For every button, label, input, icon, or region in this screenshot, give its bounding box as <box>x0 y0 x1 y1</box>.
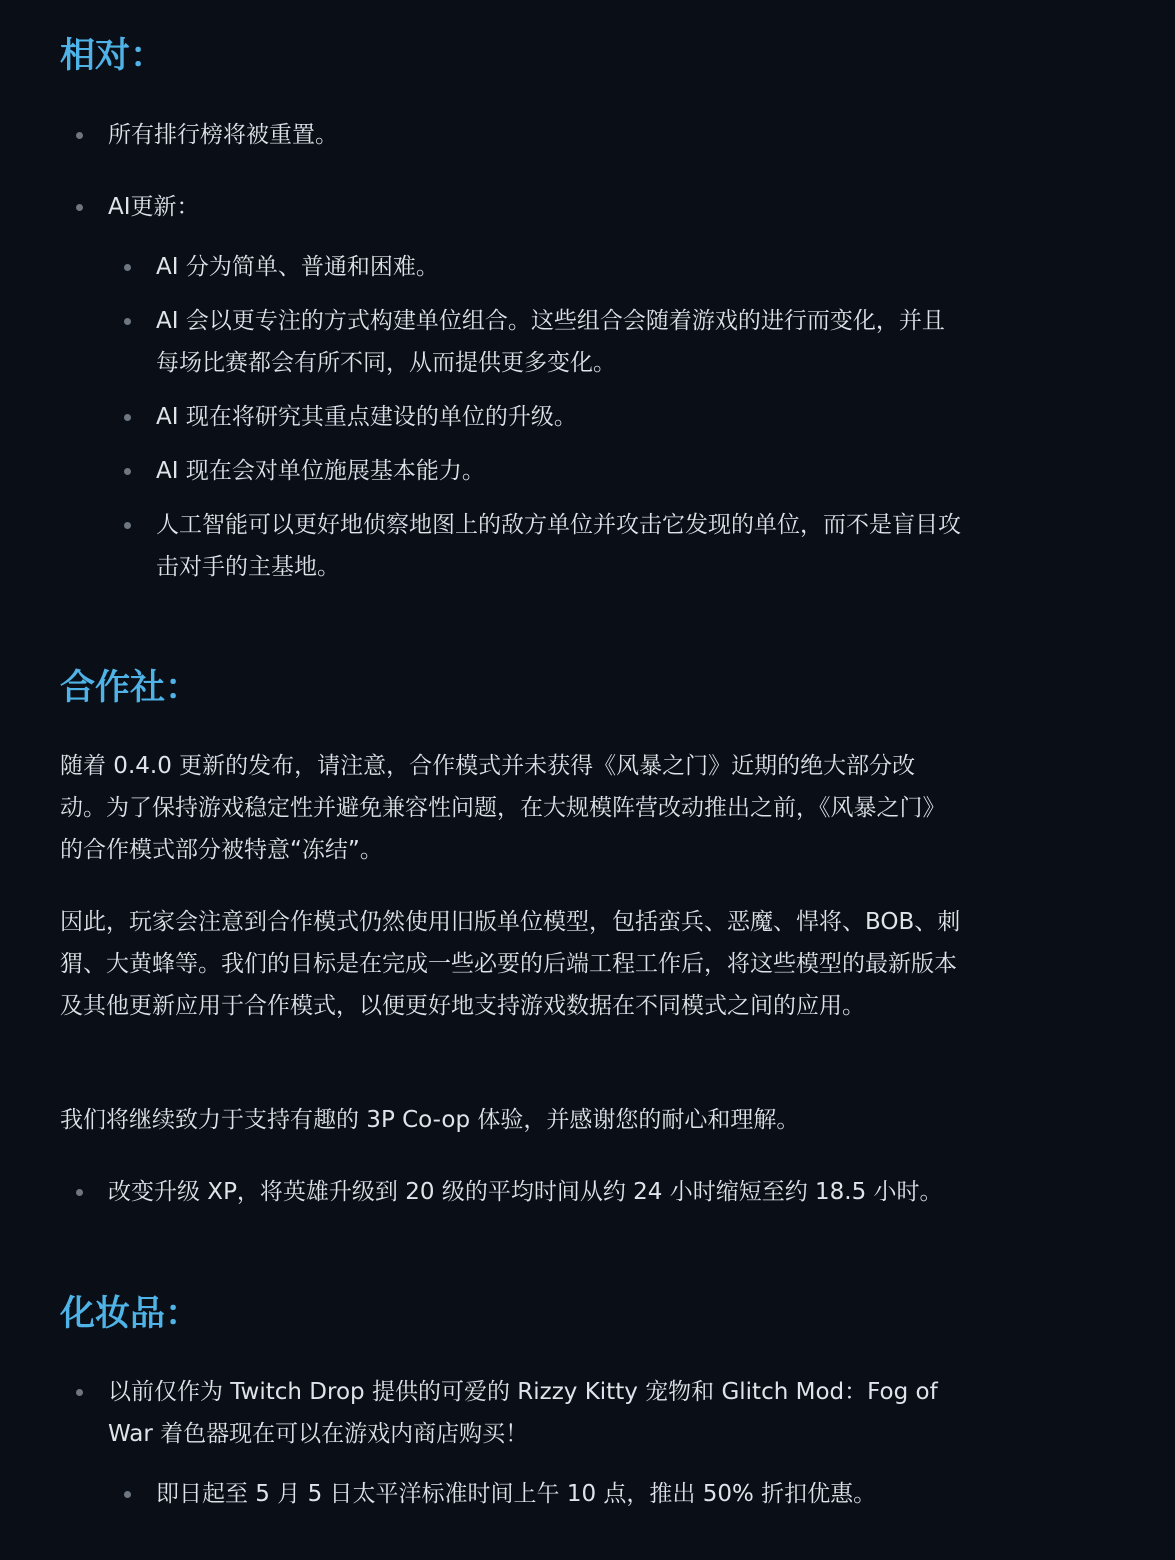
list-item <box>108 1473 988 1515</box>
list-item-text: 人工智能可以更好地侦察地图上的敌方单位并攻击它发现的单位，而不是盲目攻击对手的主基地。 <box>156 512 961 580</box>
versus-ai-bullet-list <box>60 186 980 228</box>
list-item <box>108 300 956 384</box>
list-item <box>60 1371 940 1455</box>
list-item-text: AI 分为简单、普通和困难。 <box>156 254 439 280</box>
section-heading-versus: 相对： <box>60 36 166 76</box>
list-item <box>108 450 988 492</box>
section-heading-cosmetics: 化妆品： <box>60 1294 201 1334</box>
ai-update-sublist <box>108 246 988 588</box>
coop-paragraph: 因此，玩家会注意到合作模式仍然使用旧版单位模型，包括蛮兵、恶魔、悍将、BOB、刺猬、大黄蜂等。我们的目标是在完成一些必要的后端工程工作后，将这些模型的最新版本及其他更新应用于合作模式，以便更好地支持游戏数据在不同模式之间的应用。 <box>60 909 961 1019</box>
section-heading-coop: 合作社： <box>60 668 201 708</box>
list-item-text: 即日起至 5 月 5 日太平洋标准时间上午 10 点，推出 50% 折扣优惠。 <box>156 1481 877 1507</box>
list-item <box>60 114 980 156</box>
list-item-text: AI 现在会对单位施展基本能力。 <box>156 458 485 484</box>
coop-paragraph: 我们将继续致力于支持有趣的 3P Co-op 体验，并感谢您的耐心和理解。 <box>60 1107 800 1133</box>
list-item-text: 所有排行榜将被重置。 <box>108 122 338 148</box>
versus-bullet-list <box>60 114 980 156</box>
list-item <box>108 396 988 438</box>
list-item-text: AI 现在将研究其重点建设的单位的升级。 <box>156 404 577 430</box>
list-item-text: 改变升级 XP，将英雄升级到 20 级的平均时间从约 24 小时缩短至约 18.5 小时。 <box>108 1179 943 1205</box>
list-item-text: 以前仅作为 Twitch Drop 提供的可爱的 Rizzy Kitty 宠物和 Glitch Mod：Fog of War 着色器现在可以在游戏内商店购买！ <box>108 1379 938 1447</box>
list-item <box>60 186 980 228</box>
cosmetics-sublist <box>108 1473 988 1515</box>
coop-paragraph: 随着 0.4.0 更新的发布，请注意，合作模式并未获得《风暴之门》近期的绝大部分改动。为了保持游戏稳定性并避免兼容性问题，在大规模阵营改动推出之前，《风暴之门》的合作模式部分被特意“冻结”。 <box>60 753 946 863</box>
cosmetics-bullet-list <box>60 1371 940 1455</box>
list-item <box>108 504 981 588</box>
list-item-text: AI更新： <box>108 194 200 220</box>
list-item <box>108 246 988 288</box>
coop-bullet-list <box>60 1171 980 1213</box>
list-item <box>60 1171 980 1213</box>
list-item-text: AI 会以更专注的方式构建单位组合。这些组合会随着游戏的进行而变化，并且每场比赛都会有所不同，从而提供更多变化。 <box>156 308 945 376</box>
